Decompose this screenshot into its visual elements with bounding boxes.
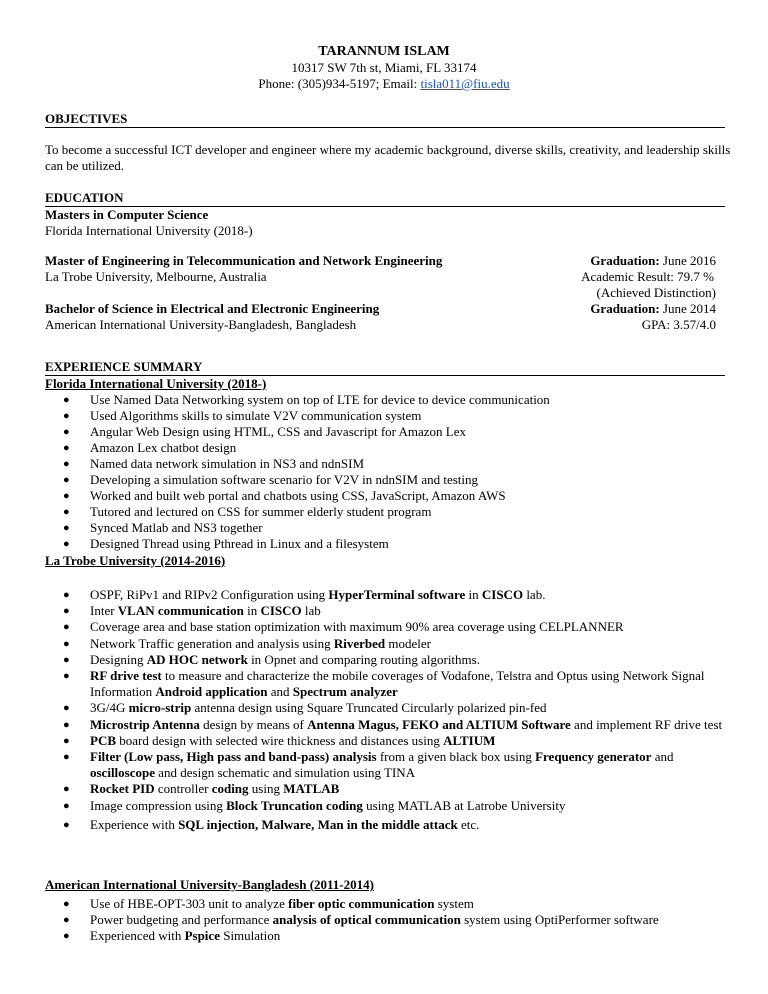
fiu-bullet-list [45,392,725,552]
bullet-icon: ● [63,458,70,470]
graduation-label: Graduation: [590,253,660,268]
section-experience-title: EXPERIENCE SUMMARY [45,359,725,376]
phone-text: Phone: (305)934-5197; Email: [258,76,421,91]
bullet-icon: ● [63,914,70,926]
list-item: ● Experience with SQL injection, Malware, Man in the middle attack etc. [63,816,480,832]
bullet-icon: ● [63,426,70,438]
graduation-label: Graduation: [590,301,660,316]
list-item: ● Synced Matlab and NS3 together [63,520,263,535]
bullet-icon: ● [63,490,70,502]
bullet-icon: ● [63,783,70,796]
aiub-heading: American International University-Bangladesh (2011-2014) [45,877,374,892]
list-item: ● Coverage area and base station optimization with maximum 90% area coverage using CELPLANNER [63,619,624,635]
bullet-icon: ● [63,522,70,534]
list-item: ● Named data network simulation in NS3 and ndnSIM [63,456,365,471]
list-item: ● Experienced with Pspice Simulation [63,928,281,943]
graduation-date: June 2014 [659,301,716,316]
bullet-icon: ● [63,538,70,550]
edu-graduation-3 [590,301,716,317]
bullet-icon: ● [63,653,70,666]
latrobe-heading: La Trobe University (2014-2016) [45,553,226,568]
bullet-icon: ● [63,621,70,634]
section-objectives-title: OBJECTIVES [45,111,725,128]
graduation-date: June 2016 [659,253,716,268]
bullet-icon: ● [63,818,70,831]
address: 10317 SW 7th st, Miami, FL 33174 [291,60,477,75]
list-item: ● Developing a simulation software scenario for V2V in ndnSIM and testing [63,472,479,487]
bullet-icon: ● [63,589,70,601]
section-education-title: EDUCATION [45,190,725,207]
edu-school-1: Florida International University (2018-) [45,223,253,238]
list-item: ● Network Traffic generation and analysis using Riverbed modeler [63,635,431,651]
bullet-icon: ● [63,734,70,747]
latrobe-bullet-list [45,587,725,833]
list-item: ● 3G/4G micro-strip antenna design using Square Truncated Circularly polarized pin-fed [63,700,547,716]
list-item: ● Tutored and lectured on CSS for summer elderly student program [63,504,432,519]
edu-note-2: (Achieved Distinction) [596,285,716,300]
edu-result-2: Academic Result: 79.7 % [581,269,714,284]
bullet-icon: ● [63,410,70,422]
list-item: ● PCB board design with selected wire thickness and distances using ALTIUM [63,732,496,748]
bullet-icon: ● [63,702,70,715]
list-item: ● Filter (Low pass, High pass and band-pass) analysis from a given black box using Frequency generator and oscilloscope and design schematic and simulation using TINA [63,749,674,781]
edu-degree-1: Masters in Computer Science [45,207,209,222]
email-link[interactable]: tisla011@fiu.edu [420,76,510,91]
person-name: TARANNUM ISLAM [318,44,450,59]
list-item: ● Amazon Lex chatbot design [63,440,237,455]
bullet-icon: ● [63,605,70,618]
bullet-icon: ● [63,474,70,486]
list-item: ● Inter VLAN communication in CISCO lab [63,603,321,619]
list-item: ● Image compression using Block Truncation coding using MATLAB at Latrobe University [63,797,566,813]
list-item: ● Use Named Data Networking system on top of LTE for device to device communication [63,392,550,407]
list-item: ● Designing AD HOC network in Opnet and comparing routing algorithms. [63,651,480,667]
list-item: ● Worked and built web portal and chatbots using CSS, JavaScript, Amazon AWS [63,488,506,503]
contact-line [0,76,768,92]
list-item: ● Microstrip Antenna design by means of Antenna Magus, FEKO and ALTIUM Software and implement RF drive test [63,716,723,732]
resume-header [0,44,768,92]
bullet-icon: ● [63,898,70,910]
list-item: ● Power budgeting and performance analysis of optical communication system using OptiPerformer software [63,912,659,927]
list-item: ● Designed Thread using Pthread in Linux and a filesystem [63,536,389,551]
list-item: ● RF drive test to measure and characterize the mobile coverages of Vodafone, Telstra and Optus using Network Signal Information Android application and Spectrum analyzer [63,668,705,700]
aiub-bullet-list [45,896,725,944]
bullet-icon: ● [63,394,70,406]
edu-degree-3: Bachelor of Science in Electrical and Electronic Engineering [45,301,380,316]
list-item: ● Angular Web Design using HTML, CSS and Javascript for Amazon Lex [63,424,467,439]
list-item: ● OSPF, RiPv1 and RIPv2 Configuration using HyperTerminal software in CISCO lab. [63,587,546,602]
bullet-icon: ● [63,718,70,731]
bullet-icon: ● [63,442,70,454]
objectives-text: To become a successful ICT developer and engineer where my academic background, diverse skills, creativity, and leadership skills can be utilized. [45,142,731,173]
bullet-icon: ● [63,670,70,683]
edu-graduation-2 [590,253,716,269]
bullet-icon: ● [63,799,70,812]
fiu-heading: Florida International University (2018-) [45,376,267,391]
edu-school-2: La Trobe University, Melbourne, Australia [45,269,267,284]
list-item: ● Rocket PID controller coding using MATLAB [63,781,340,797]
list-item: ● Use of HBE-OPT-303 unit to analyze fiber optic communication system [63,896,474,911]
edu-school-3: American International University-Bangladesh, Bangladesh [45,317,357,332]
edu-degree-2: Master of Engineering in Telecommunication and Network Engineering [45,253,443,268]
list-item: ● Used Algorithms skills to simulate V2V communication system [63,408,422,423]
bullet-icon: ● [63,506,70,518]
bullet-icon: ● [63,751,70,764]
bullet-icon: ● [63,637,70,650]
edu-result-3: GPA: 3.57/4.0 [641,317,716,332]
bullet-icon: ● [63,930,70,942]
